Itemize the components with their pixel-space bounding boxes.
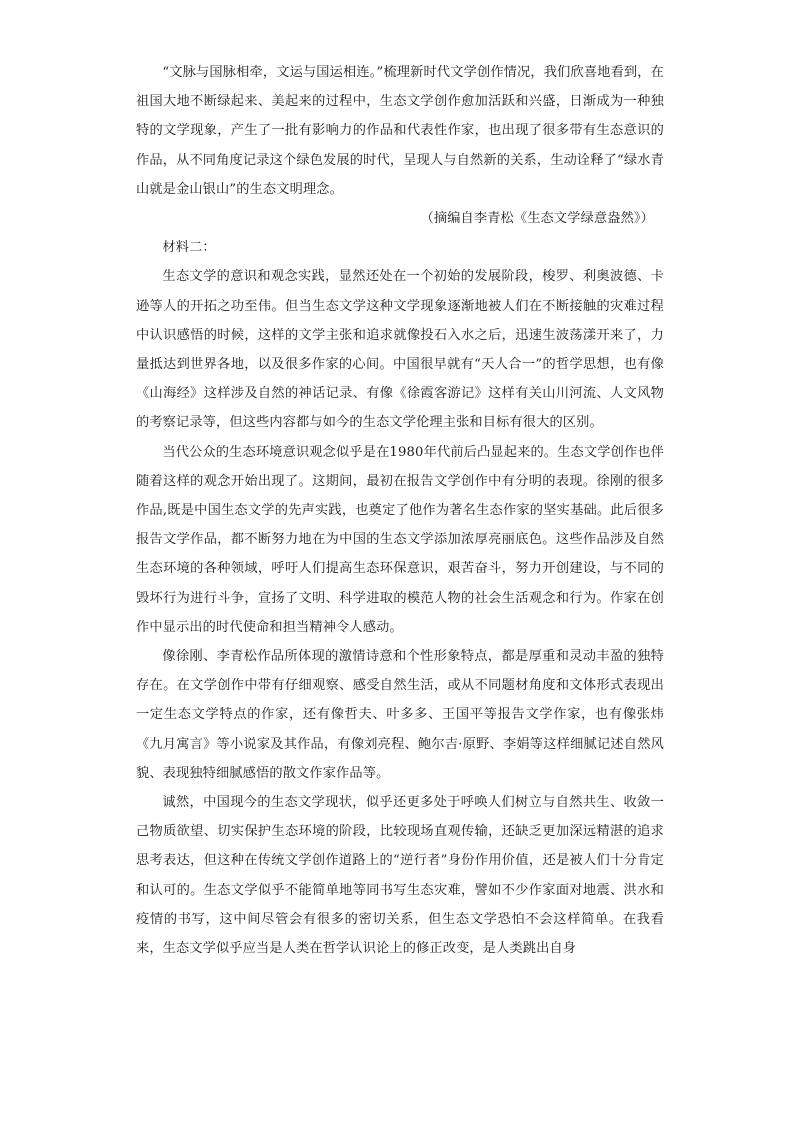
paragraph-1: “文脉与国脉相牵，文运与国运相连。”梳理新时代文学创作情况，我们欣喜地看到，在祖国大地不断绿起来、美起来的过程中，生态文学创作愈加活跃和兴盛，日渐成为一种独特的文学现象，产生了一批有影响力的作品和代表性作家，也出现了很多带有生态意识的作品，从不同角度记录这个绿色发展的时代，呈现人与自然新的关系，生动诠释了“绿水青山就是金山银山”的生态文明理念。 (136, 65, 664, 197)
document-body (136, 58, 664, 963)
paragraph-4: 像徐刚、李青松作品所体现的激情诗意和个性形象特点，都是厚重和灵动丰盈的独特存在。在文学创作中带有仔细观察、感受自然生活，或从不同题材角度和文体形式表现出一定生态文学特点的作家，还有像哲夫、叶多多、王国平等报告文学作家，也有像张炜《九月寓言》等小说家及其作品，有像刘亮程、鲍尔吉·原野、李娟等这样细腻记述自然风貌、表现独特细腻感悟的散文作家作品等。 (136, 649, 664, 781)
source-citation: （摘编自李青松《生态文学绿意盎然》） (420, 211, 654, 227)
paragraph-3: 当代公众的生态环境意识观念似乎是在1980年代前后凸显起来的。生态文学创作也伴随着这样的观念开始出现了。这期间，最初在报告文学创作中有分明的表现。徐刚的很多作品,既是中国生态文学的先声实践，也奠定了他作为著名生态作家的坚实基础。此后很多报告文学作品，都不断努力地在为中国的生态文学添加浓厚亮丽底色。这些作品涉及自然生态环境的各种领域，呼吁人们提高生态环保意识，艰苦奋斗，努力开创建设，与不同的毁坏行为进行斗争，宣扬了文明、科学进取的模范人物的社会生活观念和行为。作家在创作中显示出的时代使命和担当精神令人感动。 (136, 444, 664, 635)
paragraph-2: 生态文学的意识和观念实践，显然还处在一个初始的发展阶段，梭罗、利奥波德、卡逊等人的开拓之功至伟。但当生态文学这种文学现象逐渐地被人们在不断接触的灾难过程中认识感悟的时候，这样的文学主张和追求就像投石入水之后，迅速生波荡漾开来了，力量抵达到世界各地，以及很多作家的心间。中国很早就有“天人合一”的哲学思想，也有像《山海经》这样涉及自然的神话记录、有像《徐霞客游记》这样有关山川河流、人文风物的考察记录等，但这些内容都与如今的生态文学伦理主张和目标有很大的区别。 (136, 269, 664, 431)
paragraph-5: 诚然，中国现今的生态文学现状，似乎还更多处于呼唤人们树立与自然共生、收敛一己物质欲望、切实保护生态环境的阶段，比较现场直观传输，还缺乏更加深远精湛的追求思考表达，但这种在传统文学创作道路上的“逆行者”身份作用价值，还是被人们十分肯定和认可的。生态文学似乎不能简单地等同书写生态灾难，譬如不少作家面对地震、洪水和疫情的书写，这中间尽管会有很多的密切关系，但生态文学恐怕不会这样简单。在我看来，生态文学似乎应当是人类在哲学认识论上的修正改变，是人类跳出自身 (136, 795, 664, 957)
material-2-heading: 材料二： (162, 240, 216, 256)
